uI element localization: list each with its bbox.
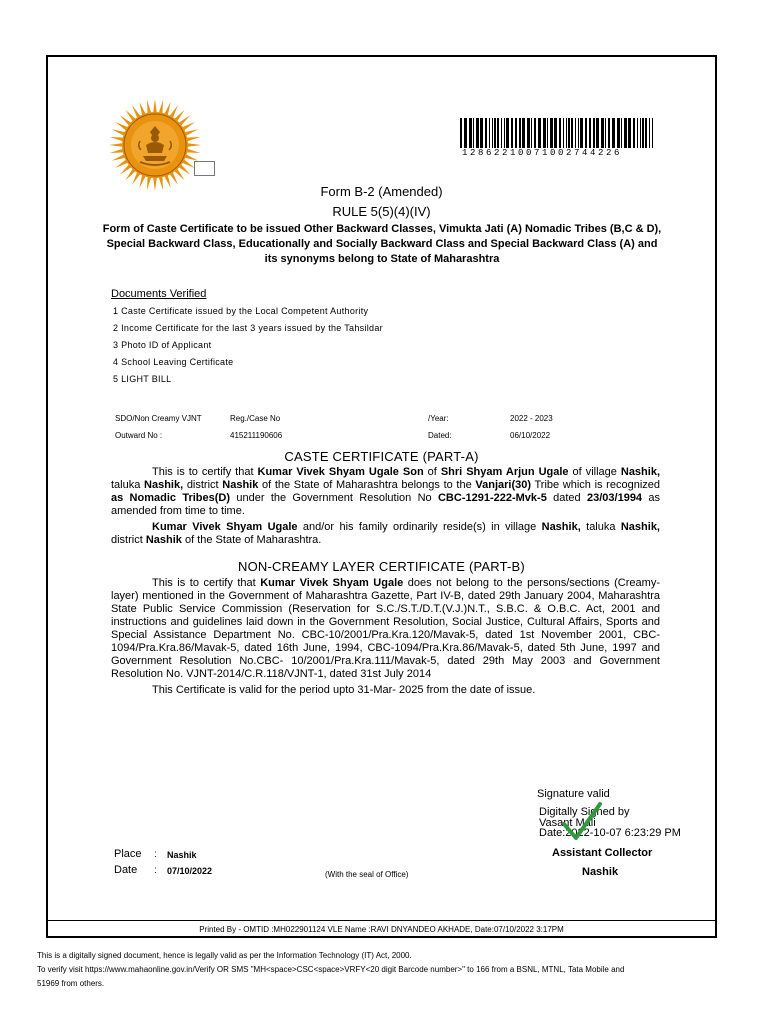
barcode-bar [492,118,493,148]
part-a-paragraph-2: Kumar Vivek Shyam Ugale and/or his family ordinarily reside(s) in village Nashik, taluka Nashik, district Nashik of the State of Maharashtra. [111,521,660,546]
barcode-bar [563,118,564,148]
maharashtra-seal-emblem [108,98,202,192]
barcode-bar [554,118,557,148]
document-item: 2 Income Certificate for the last 3 years issued by the Tahsildar [113,323,383,333]
barcode-bar [589,118,591,148]
barcode-bar [605,118,606,148]
document-item: 3 Photo ID of Applicant [113,340,212,350]
barcode-bar [575,118,576,148]
signatory-location: Nashik [582,866,619,878]
dated-value: 06/10/2022 [510,431,551,440]
date-value: 07/10/2022 [167,866,213,876]
barcode [458,118,656,148]
barcode-bar [522,118,525,148]
barcode-bar [547,118,548,148]
barcode-bar [550,118,553,148]
barcode-bar [531,118,532,148]
emblem-ray [112,129,126,136]
footer-verify-instructions: To verify visit https://www.mahaonline.gov.in/Verify OR SMS "MH<space>CSC<space>VRFY<20 digit Barcode number>" to 166 from a BSNL, MTNL, Tata Mobile and [37,965,625,974]
barcode-bar [608,118,610,148]
document-item: 5 LIGHT BILL [113,374,172,384]
signature-check-icon [562,800,602,844]
place-label: Place [114,848,142,860]
barcode-bar [469,118,472,148]
reg-case-label: Reg./Case No [230,414,281,423]
part-b-body [111,577,660,697]
place-separator: : [154,849,157,860]
barcode-bar [538,118,541,148]
barcode-bar [568,118,570,148]
barcode-bar [649,118,650,148]
emblem-ray [110,149,124,153]
signatory-designation: Assistant Collector [552,847,653,859]
document-item: 4 School Leaving Certificate [113,357,234,367]
barcode-bar [504,118,505,148]
barcode-bar [480,118,483,148]
emblem-ray [164,102,171,116]
emblem-ray [184,129,198,136]
emblem-ray [139,102,146,116]
part-b-heading: NON-CREAMY LAYER CERTIFICATE (PART-B) [238,559,525,574]
barcode-number: 12862210071002744226 [462,148,623,158]
barcode-bar [645,118,647,148]
barcode-bar [571,118,573,148]
photo-placeholder-box [194,161,215,176]
rule-number: RULE 5(5)(4)(IV) [332,204,431,219]
place-value: Nashik [167,850,197,860]
barcode-bar [494,118,496,148]
barcode-bar [543,118,546,148]
barcode-bar [515,118,517,148]
documents-verified-heading: Documents Verified [111,288,207,300]
barcode-bar [601,118,604,148]
barcode-bar [578,118,579,148]
printed-by: Printed By - OMTID :MH022901124 VLE Name :RAVI DNYANDEO AKHADE, Date:07/10/2022 3:17PM [199,925,564,934]
emblem-ray [186,137,200,141]
footer-verify-instructions-cont: 51969 from others. [37,979,105,988]
barcode-bar [476,118,479,148]
barcode-bar [501,118,502,148]
barcode-bar [580,118,583,148]
barcode-bar [473,118,474,148]
barcode-bar [628,118,631,148]
part-b-paragraph: This is to certify that Kumar Vivek Shyam Ugale does not belong to the persons/sections (Creamy-layer) mentioned in the Government of Maharashtra Gazette, Part IV-B, dated 29th January 2004, Maharashtra State Public Service Commission (Reservation for S.C./S.T./D.T.(V.J.)N.T., S.B.C. & O.B.C. Act, 2001 and instructions and guidelines laid down in the Government Resolution, Social Justice, Cultural Affairs, Sports and Special Assistance Department No. CBC-10/2001/Pra.Kra.120/Mavak-5, dated 1st November 2001, CBC-1094/Pra.Kra.86/Mavak-5, dated 16th June, 1994, CBC-1094/Pra.Kra.86/Mavak-5, dated 5th June, 1997 and Government Resolution No.CBC- 10/2001/Pra.Kra.111/Mavak-5, dated 29th May 2003 and Government Resolution No. VJNT-2014/C.R.118/VJNT-1, dated 31st July 2014 [111,577,660,680]
emblem-ray [184,154,198,161]
form-title: Form B-2 (Amended) [320,184,443,199]
barcode-bar [585,118,587,148]
barcode-bar [624,118,627,148]
barcode-bar [642,118,644,148]
barcode-bar [652,118,653,148]
part-a-heading: CASTE CERTIFICATE (PART-A) [284,449,479,464]
validity-statement: This Certificate is valid for the period upto 31-Mar- 2025 from the date of issue. [152,684,536,696]
barcode-bar [612,118,615,148]
barcode-bar [460,118,462,148]
barcode-bar [464,118,467,148]
outward-number: 415211190606 [230,431,283,440]
emblem-ray [187,143,201,147]
signature-signer-name: Vasant Mali [539,817,596,829]
barcode-bar [633,118,635,148]
dated-label: Dated: [428,431,452,440]
date-separator: : [154,865,157,876]
printed-by-divider [48,920,715,921]
emblem-ray [153,99,157,113]
emblem-ray [159,100,163,114]
barcode-bar [489,118,490,148]
emblem-ray [186,149,200,153]
barcode-bar [511,118,513,148]
part-a-body [111,466,660,547]
office-label: SDO/Non Creamy VJNT [115,414,202,423]
date-label: Date [114,864,138,876]
barcode-bar [637,118,638,148]
barcode-bar [596,118,599,148]
barcode-bar [485,118,487,148]
documents-list [113,305,383,390]
part-a-paragraph-1: This is to certify that Kumar Vivek Shyam Ugale Son of Shri Shyam Arjun Ugale of village Nashik, taluka Nashik, district Nashik of the State of Maharashtra belongs to the Vanjari(30) Tribe which is recognized as Nomadic Tribes(D) under the Government Resolution No CBC-1291-222-Mvk-5 dated 23/03/1994 as amended from time to time. [111,466,661,517]
signature-valid-label: Signature valid [537,788,610,800]
barcode-bar [621,118,622,148]
barcode-bar [519,118,521,148]
document-item: 1 Caste Certificate issued by the Local Competent Authority [113,306,369,316]
barcode-bar [534,118,536,148]
barcode-bar [566,118,567,148]
footer-legal-note: This is a digitally signed document, hence is legally valid as per the Information Technology (IT) Act, 2000. [37,951,412,960]
signature-signed-by: Digitally Signed by [539,806,630,818]
emblem-ray [147,100,151,114]
emblem-ray [110,137,124,141]
barcode-bar [559,118,561,148]
signature-date: Date:2022-10-07 6:23:29 PM [539,827,681,839]
office-seal-note: (With the seal of Office) [325,870,409,879]
barcode-bar [506,118,509,148]
barcode-bar [640,118,641,148]
barcode-bar [593,118,595,148]
emblem-ray [112,154,126,161]
barcode-bar [527,118,530,148]
form-preamble: Form of Caste Certificate to be issued Other Backward Classes, Vimukta Jati (A) Nomadic Tribes (B,C & D), Special Backward Class, Educationally and Socially Backward Class and Special Backward Class (A) and its synonyms belong to State of Maharashtra [102,223,662,265]
year-value: 2022 - 2023 [510,414,553,423]
outward-label: Outward No : [115,431,163,440]
barcode-bar [497,118,499,148]
emblem-ray [109,143,123,147]
year-label: /Year: [428,414,449,423]
barcode-bar [617,118,620,148]
